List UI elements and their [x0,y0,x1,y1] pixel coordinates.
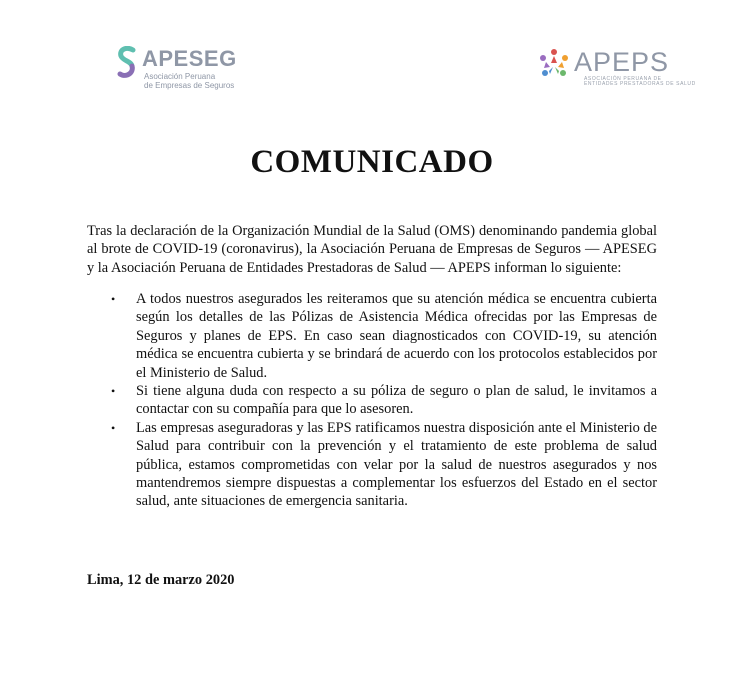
bullet-list [87,290,657,511]
apeseg-logo-subtitle-1: Asociación Peruana [144,72,216,81]
apeseg-logo-name: APESEG [142,46,237,71]
bullet-icon: • [111,384,116,399]
bullet-icon: • [111,292,116,306]
apeseg-s-logo-icon [116,46,138,80]
apeps-people-logo-icon [536,47,572,81]
list-item [87,419,657,511]
intro-paragraph: Tras la declaración de la Organización Mundial de la Salud (OMS) denominando pandemia global al brote de COVID-19 (coronavirus), la Asociación Peruana de Empresas de Seguros — APESEG y la Asociación Peruana de Entidades Prestadoras de Salud — APEPS informan lo siguiente: [87,223,657,276]
bullet-text: Si tiene alguna duda con respecto a su póliza de seguro o plan de salud, le invitamos a contactar con su compañía para que lo asesoren. [136,383,657,418]
apeps-logo-subtitle-1: ASOCIACIÓN PERUANA DE [584,76,662,82]
document-date: Lima, 12 de marzo 2020 [87,572,235,588]
document-title: COMUNICADO [250,144,494,180]
apeps-logo [536,47,696,87]
bullet-icon: • [111,420,116,435]
apeseg-logo-subtitle-2: de Empresas de Seguros [144,81,235,90]
apeps-logo-subtitle-2: ENTIDADES PRESTADORAS DE SALUD [584,81,696,87]
bullet-text: Las empresas aseguradoras y las EPS ratificamos nuestra disposición ante el Ministerio de Salud para contribuir con la prevención y el tratamiento de este problema de salud pública, estamos comprometidas con velar por la salud de nuestros asegurados y nos mantendremos siempre dispuestas a complementar los esfuerzos del Estado en el sector salud, ante situaciones de emergencia sanitaria. [136,419,657,510]
list-item [87,290,657,382]
list-item [87,382,657,419]
apeps-logo-name: APEPS [574,47,670,77]
bullet-text: A todos nuestros asegurados les reiteramos que su atención médica se encuentra cubierta según los detalles de las Pólizas de Asistencia Médica ofrecidas por las Empresas de Seguros y planes de EPS. En caso sean diagnosticados con COVID-19, su atención médica se encuentra cubierta y se brindará de acuerdo con los protocolos establecidos por el Ministerio de Salud. [136,291,657,381]
apeseg-logo [116,46,237,90]
